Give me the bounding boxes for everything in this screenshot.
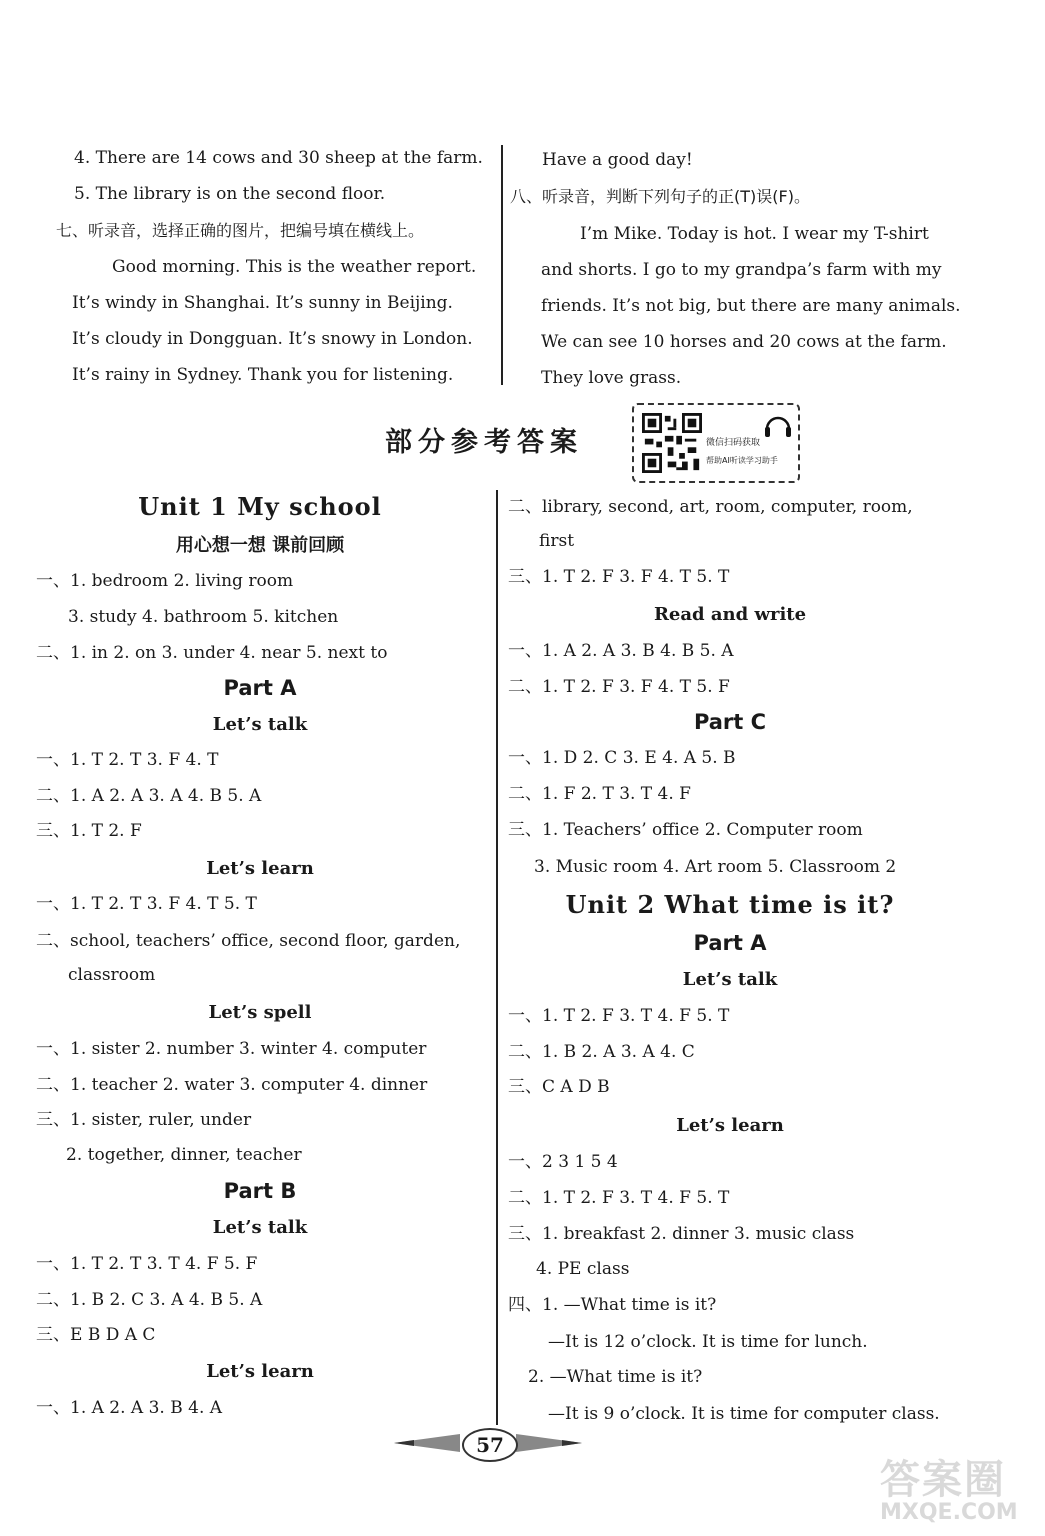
answer-line: 3. study 4. bathroom 5. kitchen — [68, 607, 339, 627]
answer-line: 4. PE class — [536, 1259, 630, 1279]
review-title: 用心想一想 课前回顾 — [175, 535, 345, 556]
headphones-icon — [762, 407, 794, 443]
text-line: It’s cloudy in Dongguan. It’s snowy in London. — [72, 329, 473, 349]
question-heading: 七、听录音，选择正确的图片，把编号填在横线上。 — [56, 221, 425, 240]
text-line: 5. The library is on the second floor. — [74, 184, 386, 204]
qr-code-icon — [642, 413, 702, 473]
part-a-heading: Part A — [693, 931, 767, 955]
qr-code-box[interactable] — [632, 403, 800, 483]
answer-line: 三、1. T 2. F 3. F 4. T 5. T — [508, 567, 730, 587]
answer-line: 一、1. A 2. A 3. B 4. A — [36, 1398, 223, 1418]
column-divider-top — [501, 145, 503, 385]
lets-learn-heading: Let’s learn — [206, 1361, 314, 1382]
answer-line: 一、1. T 2. F 3. T 4. F 5. T — [508, 1006, 730, 1026]
text-line: It’s rainy in Sydney. Thank you for listening. — [72, 365, 454, 385]
qr-caption: 帮助AI听读学习助手 — [706, 456, 778, 465]
answer-line: 一、2 3 1 5 4 — [508, 1152, 618, 1172]
lets-learn-heading: Let’s learn — [676, 1115, 784, 1136]
unit-1-title: Unit 1 My school — [138, 492, 382, 521]
answer-line: 二、1. B 2. C 3. A 4. B 5. A — [36, 1290, 263, 1310]
answer-line: 3. Music room 4. Art room 5. Classroom 2 — [534, 857, 897, 877]
lets-spell-heading: Let’s spell — [208, 1002, 312, 1023]
answer-line: 二、1. A 2. A 3. A 4. B 5. A — [36, 786, 262, 806]
lets-talk-heading: Let’s talk — [682, 969, 778, 990]
text-line: and shorts. I go to my grandpa’s farm with my — [541, 260, 942, 280]
text-line: We can see 10 horses and 20 cows at the farm. — [541, 332, 947, 352]
text-line: Good morning. This is the weather report. — [112, 257, 477, 277]
part-a-heading: Part A — [223, 676, 297, 700]
text-line: friends. It’s not big, but there are many animals. — [541, 296, 961, 316]
answer-line: classroom — [68, 965, 156, 985]
answer-line: 一、1. A 2. A 3. B 4. B 5. A — [508, 641, 734, 661]
answer-line: 二、library, second, art, room, computer, room, — [508, 497, 913, 517]
answer-line: 一、1. sister 2. number 3. winter 4. computer — [36, 1039, 427, 1059]
answer-line: 一、1. T 2. T 3. T 4. F 5. F — [36, 1254, 258, 1274]
text-line: Have a good day! — [542, 150, 693, 170]
answer-line: 二、1. F 2. T 3. T 4. F — [508, 784, 691, 804]
answer-line: 一、1. bedroom 2. living room — [36, 571, 294, 591]
text-line: 4. There are 14 cows and 30 sheep at the farm. — [74, 148, 483, 168]
answer-line: 2. together, dinner, teacher — [66, 1145, 302, 1165]
answer-line: 四、1. —What time is it? — [508, 1295, 717, 1315]
answer-line: —It is 12 o’clock. It is time for lunch. — [548, 1332, 868, 1352]
answer-line: 三、1. sister, ruler, under — [36, 1110, 252, 1130]
qr-caption: 微信扫码获取 — [706, 438, 761, 448]
answer-line: 三、E B D A C — [36, 1325, 156, 1345]
page-number: 57 — [462, 1428, 518, 1462]
unit-2-title: Unit 2 What time is it? — [565, 890, 895, 919]
lets-talk-heading: Let’s talk — [212, 714, 308, 735]
text-line: It’s windy in Shanghai. It’s sunny in Beijing. — [72, 293, 453, 313]
watermark-url: MXQE.COM — [880, 1500, 1018, 1525]
part-b-heading: Part B — [223, 1179, 297, 1203]
section-title: 部分参考答案 — [385, 427, 583, 458]
question-heading: 八、听录音，判断下列句子的正(T)误(F)。 — [510, 187, 810, 206]
answer-line: 三、C A D B — [508, 1077, 610, 1097]
text-line: They love grass. — [541, 368, 682, 388]
text-line: I’m Mike. Today is hot. I wear my T-shirt — [580, 224, 929, 244]
answer-line: 一、1. T 2. T 3. F 4. T — [36, 750, 219, 770]
answer-line: 二、1. T 2. F 3. F 4. T 5. F — [508, 677, 730, 697]
answer-line: 三、1. Teachers’ office 2. Computer room — [508, 820, 863, 840]
answer-line: 二、school, teachers’ office, second floor, garden, — [36, 931, 461, 951]
column-divider-bottom — [496, 490, 498, 1425]
answer-line: 三、1. breakfast 2. dinner 3. music class — [508, 1224, 855, 1244]
answer-line: 2. —What time is it? — [528, 1367, 703, 1387]
answer-line: 三、1. T 2. F — [36, 821, 142, 841]
lets-learn-heading: Let’s learn — [206, 858, 314, 879]
answer-line: 二、1. T 2. F 3. T 4. F 5. T — [508, 1188, 730, 1208]
answer-line: 二、1. B 2. A 3. A 4. C — [508, 1042, 695, 1062]
answer-line: —It is 9 o’clock. It is time for computer class. — [548, 1404, 940, 1424]
answer-line: 一、1. T 2. T 3. F 4. T 5. T — [36, 894, 257, 914]
read-and-write-heading: Read and write — [653, 604, 807, 625]
watermark-logo: 答案圈 — [880, 1457, 1006, 1503]
answer-line: 一、1. D 2. C 3. E 4. A 5. B — [508, 748, 736, 768]
answer-line: 二、1. in 2. on 3. under 4. near 5. next to — [36, 643, 388, 663]
answer-line: 二、1. teacher 2. water 3. computer 4. dinner — [36, 1075, 428, 1095]
answer-line: first — [539, 531, 575, 551]
part-c-heading: Part C — [693, 710, 767, 734]
lets-talk-heading: Let’s talk — [212, 1217, 308, 1238]
